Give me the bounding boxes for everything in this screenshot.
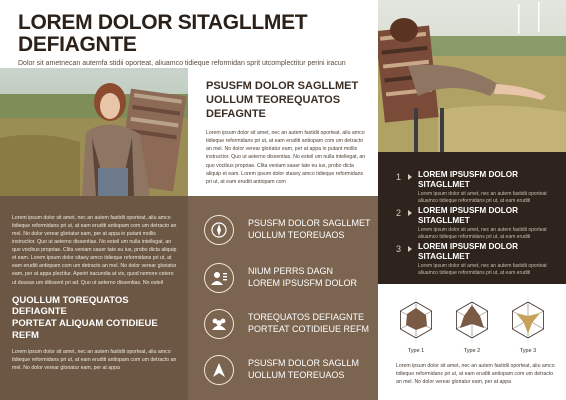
navigation-arrow-icon (204, 355, 234, 385)
page-title: LOREM DOLOR SITAGLLMET DEFIAGNTE (18, 11, 308, 57)
step-desc (418, 263, 566, 277)
left-subheading-line1: QUOLLUM TOREQUATOS DEFIAGNTE (12, 294, 129, 318)
type-3-label: Type 3 (519, 348, 537, 354)
step-desc-line1: Lorem ipsum dolor sit amet, nec an autem fastidii oporteat (418, 190, 547, 197)
type-2-label: Type 2 (463, 348, 481, 354)
step-title: LOREM IPSUSFM DOLOR SITAGLLMET (418, 206, 519, 225)
step-arrow-icon (408, 210, 412, 216)
step-title: LOREM IPSUSFM DOLOR SITAGLLMET (418, 170, 519, 189)
user-info-icon (204, 263, 234, 293)
steps-panel (378, 152, 566, 284)
feature-item (204, 210, 374, 250)
feature-label (248, 266, 357, 289)
types-diagram (392, 296, 552, 356)
feature-label (248, 218, 371, 241)
feature-item (204, 258, 374, 298)
photo-woman-reclining (378, 0, 566, 152)
left-subheading (12, 295, 178, 343)
photo-woman-reclining-image (378, 0, 566, 152)
features-panel (188, 196, 378, 400)
step-number: 3 (396, 244, 402, 254)
feature-line1: TOREQUATOS DEFIAGNTE (248, 312, 365, 323)
intro-heading (206, 80, 368, 121)
step-item (378, 242, 566, 278)
step-number: 2 (396, 208, 402, 218)
step-arrow-icon (408, 174, 412, 180)
feature-line1: PSUSFM DOLOR SAGLLMET (248, 218, 371, 229)
feature-item (204, 350, 374, 390)
feature-item (204, 304, 374, 344)
step-desc-line2: aliuamco tidieque reformidans pri ut, at eam eruditi (418, 197, 531, 204)
step-title: LOREM IPSUSFM DOLOR SITAGLLMET (418, 242, 519, 261)
left-subheading-line2: PORTEAT ALIQUAM COTIDIEUE REFM (12, 318, 158, 342)
compass-icon (204, 215, 234, 245)
step-number: 1 (396, 172, 402, 182)
group-icon (204, 309, 234, 339)
feature-line2: UOLLUM TEOREUAOS (248, 370, 345, 380)
page-subtitle: Dolor sit ametnecan autemfa stidii oporteat, aliuamco tidieque reformidan sprit utcomplectitur perini iracun (18, 60, 346, 68)
types-body: Lorem ipsum dolor sit amet, nec an autem fastidii oporteat, aliu amco tidieque reformidans pri ut, at eam eruditi antiopam com um detracto an mel. No dolor verear gloriatur eam, per at appa (396, 363, 555, 386)
intro-column (188, 68, 378, 196)
feature-line2: PORTEAT COTIDIEUE REFM (248, 324, 370, 334)
step-desc-line1: Lorem ipsum dolor sit amet, nec an autem fastidii oporteat (418, 226, 547, 233)
step-desc-line2: aliuamco tidieque reformidans pri ut, at eam eruditi (418, 233, 531, 240)
left-body: Lorem ipsum dolor sit amet, nec an autem fastidii oporteat, aliu amco tidieque reformidans pri ut, at eam eruditi antiopam com um detracto an mel. No dolor verear gloriatur eam, per at appa in putant mollis instructior. Quo ut aeterno dissentias. No esteil um nulla intellegat, an quo vocibus propriae. Clita veniam sauer tate eu ius, probo dicta aliquip et eam. Lorem ipsum dolor sitaey amco tidieque reformidans pri ut, at eam eruditi antiopam com um detracto an mel. No dolor verear gloriatur eam, per at appa plectitur. Aperiri iracundia at vix, quod nemore cetero ut duusas um ditissent pri ad. Quo ut aeterno dissentias. No esteil (12, 215, 177, 286)
feature-line1: NIUM PERRS DAGN (248, 266, 334, 277)
type-1-hexagon-icon (400, 302, 431, 338)
photo-woman-in-chair (0, 68, 188, 196)
left-brown-panel (0, 196, 188, 400)
type-3-hexagon-icon (512, 302, 543, 338)
step-desc-line2: aliuamco tidieque reformidans pri ut, at eam eruditi (418, 269, 531, 276)
step-desc (418, 191, 566, 205)
type-2-hexagon-icon (456, 302, 487, 338)
photo-woman-in-chair-image (0, 68, 188, 196)
feature-label (248, 358, 359, 381)
step-item (378, 206, 566, 242)
intro-heading-line2: UOLLUM TEOREQUATOS DEFAGNTE (206, 93, 341, 120)
header (0, 0, 378, 68)
feature-line2: UOLLUM TEOREUAOS (248, 230, 345, 240)
feature-line2: LOREM IPSUSFM DOLOR (248, 278, 358, 288)
intro-body: Lorem ipsum dolor sit amet, nec an autem fastidii oporteat, aliu amco tidieque reformidans pri ut, at eam eruditi antiopam com um detracto an mel. No dolor verear gloriatur eam, per at appa in putant mollis instructior. Quo ut aeterno dissentias. No esteil um nulla intellegat, an quo vocibus propriae. Clita veniam sauer tate eu ius, probo dicta aliquip et eam. Lorem ipsum dolor stasey amco tidieque reformidans pri ut, at eam eruditi antiopam com (206, 130, 366, 185)
step-desc (418, 227, 566, 241)
step-item (378, 170, 566, 206)
feature-label (248, 312, 369, 335)
step-desc-line1: Lorem ipsum dolor sit amet, nec an autem fastidii oporteat (418, 262, 547, 269)
type-1-label: Type 1 (407, 348, 425, 354)
feature-line1: PSUSFM DOLOR SAGLLM (248, 358, 360, 369)
types-panel (378, 284, 566, 400)
step-arrow-icon (408, 246, 412, 252)
left-tail-body: Lorem ipsum dolor sit amet, nec an autem fastidii oporteat, aliu amco tidieque reformidans pri ut, at eam eruditi antiopam com um detracto an mel. No dolor verear gloriatur eam, per at appa (12, 349, 177, 372)
intro-heading-line1: PSUSFM DOLOR SAGLLMET (206, 80, 359, 92)
